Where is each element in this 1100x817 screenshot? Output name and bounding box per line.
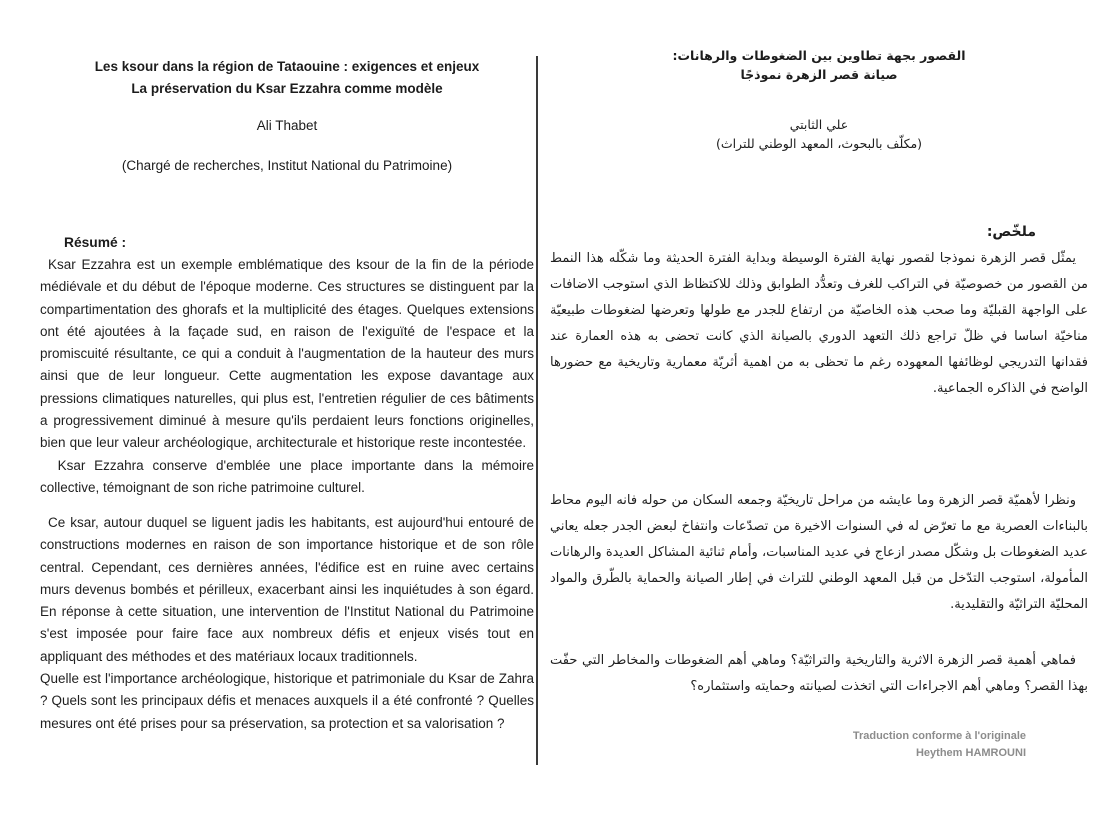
french-abstract-paragraph-1 [40,254,534,499]
arabic-abstract-paragraph-2 [550,488,1088,618]
arabic-research-questions-text: فماهي أهمية قصر الزهرة الاثرية والتاريخية والتراثيّة؟ وماهي أهم الضغوطات والمخاطر التي حفّت بهذا القصر؟ وماهي أهم الاجراءات التي اتخذت لصيانته وحمايته واستثماره؟ [550,653,1088,694]
french-affiliation: (Chargé de recherches, Institut National du Patrimoine) [121,158,453,173]
arabic-paragraph-1-text: يمثّل قصر الزهرة نموذجا لقصور نهاية الفترة الوسيطة وبداية الفترة الحديثة وما شكّله هذا النمط من القصور من خصوصيّة في التراكب للغرف وتعدُّد الطوابق وذلك للاكتظاظ الذي استوجب الاضافات على الواجهة القبليّة وما صحب هذه الخاصيّة من ارتفاع للجدر مع طولها وتعرضها لضغوطات طبيعيّة مناخيّة اساسا في ظلّ تراجع ذلك التعهد الدوري بالصيانة الذي كانت تحضى به هذه العمارة عند فقدانها التدريجي لوظائفها المعهوده رغم ما تحظى به من اهمية أثريّة معمارية وتاريخية مع حضورها الواضح في الذاكره الجماعية. [550,251,1088,396]
french-research-questions: Quelle est l'importance archéologique, historique et patrimoniale du Ksar de Zahra ? Quels sont les principaux défis et menaces auxquels il a été confronté ? Quelles mesures ont été prises pour sa préservation, sa protection et sa valorisation ? [40,671,534,731]
french-author: Ali Thabet [256,118,318,133]
arabic-affiliation: (مكلّف بالبحوث، المعهد الوطني للتراث) [715,136,923,151]
french-title-line2: La préservation du Ksar Ezzahra comme modèle [131,81,443,96]
arabic-research-questions [550,648,1088,700]
arabic-author: علي الثابتي [789,117,849,132]
translation-note [853,728,1026,762]
french-resume-heading: Résumé : [64,235,127,250]
french-paragraph-2-text: Ce ksar, autour duquel se liguent jadis les habitants, est aujourd'hui entouré de constructions modernes en raison de son importance historique et de son rôle central. Cependant, ces dernières années, l'édifice est en ruine avec certains murs devenus bombés et périlleux, exacerbant ainsi les inquiétudes à son égard. En réponse à cette situation, une intervention de l'Institut National du Patrimoine s'est imposée pour faire face aux nombreux défis et enjeux visés tout en appliquant des méthodes et des matériaux locaux traditionnels. [40,515,534,664]
arabic-abstract-paragraph-1 [550,246,1088,402]
column-divider-line [536,56,538,765]
arabic-title-line2: صيانة قصر الزهرة نموذجًا [740,67,898,82]
translator-name: Heythem HAMROUNI [915,747,1026,759]
arabic-paragraph-2-text: ونظرا لأهميّة قصر الزهرة وما عايشه من مراحل تاريخيّة وجمعه السكان من حوله فانه اليوم محاط بالبناءات العصرية مع ما تعرّض له في السنوات الاخيرة من تصدّعات وانتفاخ لبعض الجدر جعله يعاني عديد الضغوطات بل وشكّل مصدر ازعاج في عديد المناسبات، وأمام ثنائية المشاكل العديدة والرهانات المأمولة، استوجب التدّخل من قبل المعهد الوطني للتراث في إطار الصيانة والحماية بالطّرق والمواد المحليّة التراثيّة والتقليدية. [550,493,1088,612]
french-abstract-paragraph-2 [40,512,534,735]
french-title-line1: Les ksour dans la région de Tataouine : exigences et enjeux [94,59,480,74]
arabic-title-line1: القصور بجهة تطاوين بين الضغوطات والرهانات: [672,48,966,63]
translation-note-line1: Traduction conforme à l'originale [852,730,1026,742]
arabic-abstract-heading: ملخّص: [986,224,1036,240]
french-paragraph-1-text: Ksar Ezzahra est un exemple emblématique des ksour de la fin de la période médiévale et du début de l'époque moderne. Ces structures se distinguent par la compartimentation des ghorafs et la multiplicité des étages. Quelques extensions ont été ajoutées à la façade sud, en raison de l'exiguïté de l'espace et la promiscuité résultante, ce qui a conduit à l'augmentation de la hauteur des murs ainsi que de leur longueur. Cette augmentation les expose davantage aux pressions climatiques naturelles, qui plus est, l'entretien régulier de ces bâtiments a progressivement diminué à mesure qu'ils perdaient leurs fonctions originelles, bien que leur valeur archéologique, architecturale et historique reste incontestée. Ksar Ezzahra conserve d'emblée une place importante dans la mémoire collective, témoignant de son riche patrimoine culturel. [40,257,534,495]
